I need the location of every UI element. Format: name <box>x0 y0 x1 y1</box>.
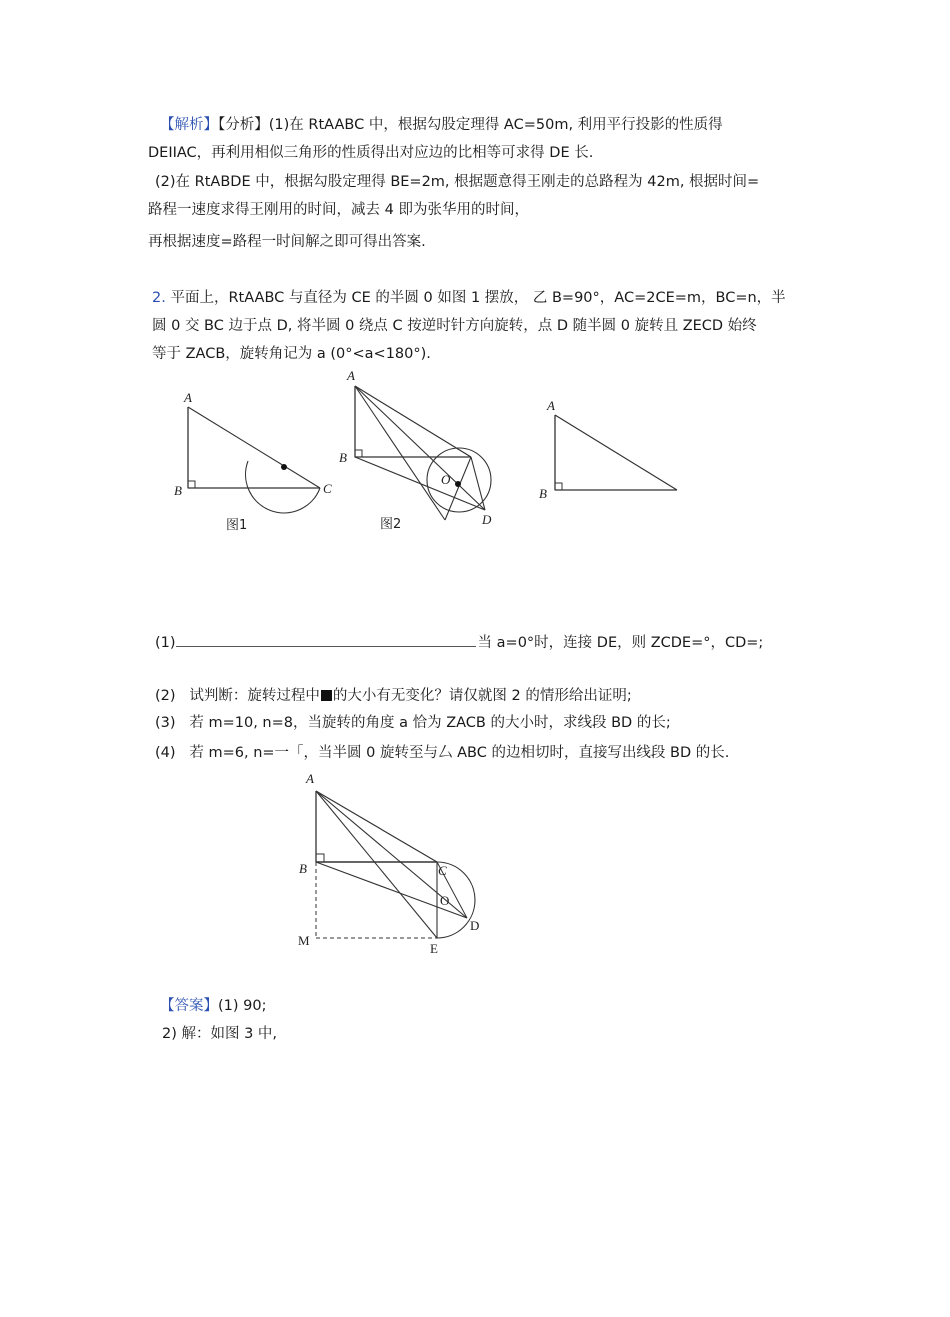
question-2 <box>155 686 632 706</box>
question-2-text-a: 试判断：旋转过程中 <box>189 688 320 704</box>
question-2-text-b: 的大小有无变化？请仅就图 2 的情形给出证明; <box>332 688 632 704</box>
problem-line-2: 圆 0 交 BC 边于点 D, 将半圆 0 绕点 C 按逆时针方向旋转，点 D 随半圆 0 旋转且 ZECD 始终 <box>152 318 757 334</box>
fig1-caption: 图1 <box>226 518 248 533</box>
fig2-label-d: D <box>482 512 492 527</box>
fig1-side-ac <box>188 407 320 488</box>
fig4-label-d: D <box>470 918 480 933</box>
fig4-label-b: B <box>299 861 307 876</box>
fig3-label-a: A <box>547 398 555 413</box>
fig2-center-dot <box>455 481 461 487</box>
fig1-center-dot <box>281 464 287 470</box>
fig4-label-m: M <box>298 933 310 948</box>
question-4 <box>155 743 729 763</box>
fig2-caption: 图2 <box>380 517 402 532</box>
fig4-label-e: E <box>430 941 438 956</box>
fig4-label-c: C <box>438 863 447 878</box>
analysis-text-1: (1)在 RtAABC 中，根据勾股定理得 AC=50m, 利用平行投影的性质得 <box>268 117 723 133</box>
fig3-label-b: B <box>539 486 547 501</box>
fig1-right-angle-mark <box>188 481 195 488</box>
question-3 <box>155 713 671 733</box>
fig2-label-b: B <box>339 450 347 465</box>
fig4-right-angle-mark <box>316 854 324 862</box>
analysis-tag: 【解析】 <box>160 117 218 133</box>
question-2-number: (2) <box>155 688 176 704</box>
question-1-text: 当 a=0°时，连接 DE，则 ZCDE=°，CD=; <box>477 635 764 651</box>
fig4-side-ac <box>316 791 437 862</box>
problem-line-3: 等于 ZACB，旋转角记为 a (0°<a<180°). <box>152 346 431 362</box>
fig2-right-angle-mark <box>355 450 362 457</box>
analysis-line-3: (2)在 RtABDE 中，根据勾股定理得 BE=2m, 根据题意得王刚走的总路程为 42m, 根据时间= <box>155 174 760 190</box>
fig2-line-ad <box>355 386 485 510</box>
question-3-text: 若 m=10, n=8，当旋转的角度 a 恰为 ZACB 的大小时，求线段 BD 的长; <box>189 715 671 731</box>
question-1 <box>155 632 763 653</box>
fig3-side-ac <box>555 415 677 490</box>
fig4-line-ae <box>316 791 437 938</box>
problem-number: 2. <box>152 290 166 306</box>
question-1-number: (1) <box>155 635 176 651</box>
fig1-label-b: B <box>174 483 182 498</box>
question-4-text: 若 m=6, n=一「，当半圆 0 旋转至与厶 ABC 的边相切时，直接写出线段 BD 的长. <box>189 745 730 761</box>
figure-1 <box>170 385 350 535</box>
filled-square-icon <box>321 690 332 701</box>
fig4-label-o: O <box>440 893 450 908</box>
fig2-line-cd <box>471 457 485 510</box>
question-4-number: (4) <box>155 745 176 761</box>
answer-text-1: (1) 90; <box>218 998 267 1014</box>
fig2-label-o: O <box>441 472 451 487</box>
answer-line-1 <box>160 996 266 1016</box>
answer-blank <box>176 632 476 647</box>
fig2-line-ae <box>355 386 445 520</box>
fig1-label-c: C <box>323 481 332 496</box>
analysis-line-2: DEIIAC，再利用相似三角形的性质得出对应边的比相等可求得 DE 长. <box>148 145 594 161</box>
analysis-subtag: 【分析】 <box>218 117 269 133</box>
question-3-number: (3) <box>155 715 176 731</box>
fig1-label-a: A <box>184 390 192 405</box>
problem-line-1 <box>152 288 786 308</box>
figure-2 <box>335 368 515 538</box>
analysis-line-5: 再根据速度=路程一时间解之即可得出答案. <box>148 234 426 250</box>
fig3-right-angle-mark <box>555 483 562 490</box>
fig2-label-a: A <box>347 368 355 383</box>
figure-4 <box>290 765 500 965</box>
fig4-label-a: A <box>306 771 314 786</box>
figure-3 <box>535 395 695 510</box>
problem-text-1: 平面上，RtAABC 与直径为 CE 的半圆 0 如图 1 摆放， 乙 B=90°，AC=2CE=m，BC=n，半 <box>170 290 786 306</box>
answer-tag: 【答案】 <box>160 998 218 1014</box>
answer-line-2: 2) 解：如图 3 中, <box>162 1026 278 1042</box>
analysis-line-1 <box>160 115 723 135</box>
analysis-line-4: 路程一速度求得王刚用的时间，减去 4 即为张华用的时间， <box>148 202 529 218</box>
fig2-side-ac <box>355 386 471 457</box>
